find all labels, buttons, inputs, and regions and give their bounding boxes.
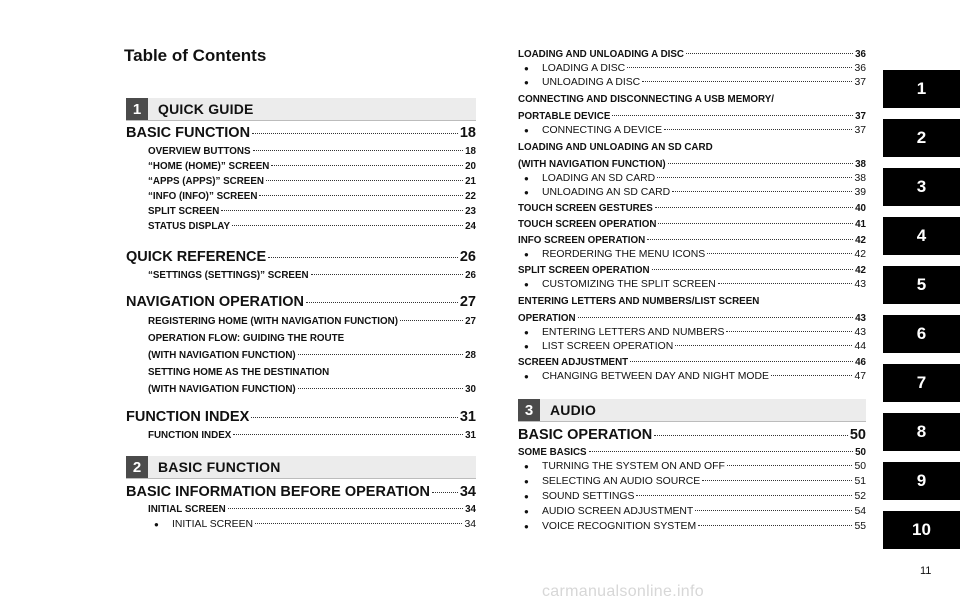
toc-entry-title: “APPS (APPS)” SCREEN (148, 176, 264, 187)
chapter-tab-1[interactable]: 1 (883, 70, 960, 108)
section-header-quick-guide[interactable] (126, 98, 476, 121)
toc-entry[interactable] (518, 265, 866, 276)
toc-page-number: 55 (854, 521, 866, 532)
toc-leader (727, 465, 853, 466)
toc-entry[interactable] (126, 146, 476, 157)
toc-entry[interactable] (126, 316, 476, 327)
toc-subentry[interactable] (126, 519, 476, 530)
bullet-icon: ● (524, 126, 529, 135)
toc-subentry[interactable] (518, 521, 866, 532)
toc-leader (647, 239, 853, 240)
toc-page-number: 34 (459, 484, 476, 500)
toc-leader (221, 210, 463, 211)
toc-page-number: 43 (855, 313, 866, 324)
toc-entry-title: ENTERING LETTERS AND NUMBERS/LIST SCREEN (518, 296, 760, 307)
toc-subentry-title: TURNING THE SYSTEM ON AND OFF (542, 461, 725, 472)
toc-page-number: 43 (854, 279, 866, 290)
toc-entry[interactable] (126, 221, 476, 232)
toc-page-number: 54 (854, 506, 866, 517)
toc-page-number: 43 (854, 327, 866, 338)
toc-subentry-title: CHANGING BETWEEN DAY AND NIGHT MODE (542, 371, 769, 382)
toc-entry[interactable] (126, 270, 476, 281)
toc-entry-title: FUNCTION INDEX (148, 430, 232, 441)
toc-page-number: 27 (459, 294, 476, 310)
toc-entry-title: SOME BASICS (518, 447, 587, 458)
toc-page-number: 20 (465, 161, 476, 172)
toc-chapter-title: BASIC OPERATION (518, 427, 653, 443)
bullet-icon: ● (524, 462, 529, 471)
section-number: 2 (126, 456, 148, 478)
toc-subentry-title: VOICE RECOGNITION SYSTEM (542, 521, 697, 532)
toc-entry[interactable] (518, 313, 866, 324)
toc-leader (642, 81, 852, 82)
toc-page-number: 46 (855, 357, 866, 368)
toc-page-number: 30 (465, 384, 476, 395)
toc-leader (298, 354, 463, 355)
toc-entry-title: TOUCH SCREEN GESTURES (518, 203, 653, 214)
chapter-tab-3[interactable]: 3 (883, 168, 960, 206)
toc-entry[interactable] (126, 350, 476, 361)
toc-subentry-title: UNLOADING A DISC (542, 77, 641, 88)
toc-leader (695, 510, 852, 511)
bullet-icon: ● (524, 522, 529, 531)
toc-page-number: 44 (854, 341, 866, 352)
chapter-tab-7[interactable]: 7 (883, 364, 960, 402)
toc-leader (657, 177, 852, 178)
toc-subentry-title: LIST SCREEN OPERATION (542, 341, 674, 352)
toc-page-number: 41 (855, 219, 866, 230)
toc-entry-title: SETTING HOME AS THE DESTINATION (148, 367, 330, 378)
chapter-tab-8[interactable]: 8 (883, 413, 960, 451)
toc-page-number: 31 (459, 409, 476, 425)
toc-page-number: 36 (854, 63, 866, 74)
toc-subentry[interactable] (518, 173, 866, 184)
bullet-icon: ● (524, 188, 529, 197)
toc-subentry[interactable] (518, 461, 866, 472)
toc-leader (718, 283, 853, 284)
toc-entry-title: REGISTERING HOME (WITH NAVIGATION FUNCTION) (148, 316, 398, 327)
toc-leader (232, 225, 463, 226)
toc-subentry[interactable] (518, 491, 866, 502)
toc-page-number: 34 (465, 504, 476, 515)
toc-page-number: 18 (459, 125, 476, 141)
toc-entry[interactable] (518, 203, 866, 214)
toc-leader (664, 129, 852, 130)
toc-leader (589, 451, 854, 452)
toc-page-number: 37 (855, 111, 866, 122)
toc-chapter-navigation-operation[interactable] (126, 294, 476, 310)
section-header-audio[interactable] (518, 399, 866, 422)
bullet-icon: ● (524, 280, 529, 289)
toc-leader (259, 195, 463, 196)
toc-chapter-title: NAVIGATION OPERATION (126, 294, 305, 310)
toc-entry-title: INFO SCREEN OPERATION (518, 235, 646, 246)
toc-leader (627, 67, 852, 68)
toc-page-number: 37 (854, 77, 866, 88)
toc-entry[interactable] (126, 504, 476, 515)
bullet-icon: ● (524, 64, 529, 73)
toc-subentry-title: ENTERING LETTERS AND NUMBERS (542, 327, 725, 338)
toc-page-number: 28 (465, 350, 476, 361)
toc-subentry-title: SELECTING AN AUDIO SOURCE (542, 476, 701, 487)
toc-entry[interactable] (126, 384, 476, 395)
toc-leader (298, 388, 463, 389)
toc-chapter-title: BASIC INFORMATION BEFORE OPERATION (126, 484, 430, 500)
toc-subentry-title: SOUND SETTINGS (542, 491, 635, 502)
toc-subentry[interactable] (518, 63, 866, 74)
toc-page-number: 37 (854, 125, 866, 136)
toc-entry[interactable] (518, 235, 866, 246)
toc-page-number: 52 (854, 491, 866, 502)
toc-leader (233, 434, 463, 435)
toc-leader (612, 115, 853, 116)
toc-entry-title: (WITH NAVIGATION FUNCTION) (518, 159, 666, 170)
toc-leader (228, 508, 463, 509)
chapter-tab-4[interactable]: 4 (883, 217, 960, 255)
toc-chapter-title: BASIC FUNCTION (126, 125, 251, 141)
toc-leader (252, 133, 458, 134)
toc-subentry[interactable] (518, 279, 866, 290)
toc-subentry-title: CONNECTING A DEVICE (542, 125, 663, 136)
toc-subentry-title: INITIAL SCREEN (172, 519, 254, 530)
toc-leader (686, 53, 853, 54)
toc-page-number: 42 (855, 235, 866, 246)
toc-subentry[interactable] (518, 187, 866, 198)
toc-entry-title: “INFO (INFO)” SCREEN (148, 191, 258, 202)
toc-leader (255, 523, 462, 524)
bullet-icon: ● (154, 520, 159, 529)
section-header-basic-function[interactable] (126, 456, 476, 479)
toc-page-number: 42 (854, 249, 866, 260)
toc-leader (578, 317, 854, 318)
toc-subentry-title: LOADING A DISC (542, 63, 626, 74)
chapter-tab-9[interactable]: 9 (883, 462, 960, 500)
toc-chapter-basic-function[interactable] (126, 125, 476, 141)
bullet-icon: ● (524, 78, 529, 87)
toc-subentry[interactable] (518, 341, 866, 352)
toc-entry-title: OPERATION FLOW: GUIDING THE ROUTE (148, 333, 345, 344)
toc-page-number: 36 (855, 49, 866, 60)
toc-leader (726, 331, 852, 332)
toc-entry[interactable] (518, 111, 866, 122)
chapter-tab-2[interactable]: 2 (883, 119, 960, 157)
toc-leader (630, 361, 853, 362)
toc-page-number: 50 (854, 461, 866, 472)
toc-leader (675, 345, 852, 346)
toc-subentry[interactable] (518, 77, 866, 88)
toc-page-number: 24 (465, 221, 476, 232)
toc-page-number: 42 (855, 265, 866, 276)
toc-chapter-function-index[interactable] (126, 409, 476, 425)
toc-leader (266, 180, 463, 181)
section-title: BASIC FUNCTION (158, 459, 281, 475)
section-title: QUICK GUIDE (158, 101, 254, 117)
toc-entry-title: TOUCH SCREEN OPERATION (518, 219, 657, 230)
toc-entry-title: SCREEN ADJUSTMENT (518, 357, 629, 368)
toc-subentry-title: CUSTOMIZING THE SPLIT SCREEN (542, 279, 716, 290)
toc-subentry-title: LOADING AN SD CARD (542, 173, 656, 184)
toc-entry-title: OVERVIEW BUTTONS (148, 146, 251, 157)
toc-entry-title: OPERATION (518, 313, 576, 324)
toc-subentry-title: REORDERING THE MENU ICONS (542, 249, 706, 260)
toc-page-number: 22 (465, 191, 476, 202)
toc-entry-title: STATUS DISPLAY (148, 221, 231, 232)
toc-page-number: 34 (464, 519, 476, 530)
page-number: 11 (920, 565, 932, 577)
toc-subentry[interactable] (518, 371, 866, 382)
toc-subentry-title: AUDIO SCREEN ADJUSTMENT (542, 506, 694, 517)
toc-page-number: 51 (854, 476, 866, 487)
toc-leader (400, 320, 463, 321)
toc-entry-title: “SETTINGS (SETTINGS)” SCREEN (148, 270, 309, 281)
section-number: 1 (126, 98, 148, 120)
toc-leader (655, 207, 853, 208)
toc-page-number: 47 (854, 371, 866, 382)
toc-leader (658, 223, 853, 224)
toc-entry-title: PORTABLE DEVICE (518, 111, 611, 122)
toc-chapter-title: FUNCTION INDEX (126, 409, 250, 425)
toc-page-number: 27 (465, 316, 476, 327)
toc-entry-title: INITIAL SCREEN (148, 504, 226, 515)
toc-leader (702, 480, 852, 481)
toc-entry[interactable] (126, 191, 476, 202)
toc-leader (654, 435, 848, 436)
toc-page-number: 21 (465, 176, 476, 187)
toc-entry-title: (WITH NAVIGATION FUNCTION) (148, 384, 296, 395)
toc-leader (636, 495, 852, 496)
toc-leader (707, 253, 852, 254)
toc-page-number: 26 (459, 249, 476, 265)
toc-chapter-title: QUICK REFERENCE (126, 249, 267, 265)
toc-entry[interactable] (518, 447, 866, 458)
bullet-icon: ● (524, 507, 529, 516)
toc-entry[interactable] (126, 206, 476, 217)
toc-leader (652, 269, 854, 270)
toc-entry[interactable] (518, 219, 866, 230)
toc-subentry[interactable] (518, 327, 866, 338)
toc-chapter-basic-information[interactable] (126, 484, 476, 500)
toc-subentry-title: UNLOADING AN SD CARD (542, 187, 671, 198)
toc-page-number: 38 (855, 159, 866, 170)
bullet-icon: ● (524, 477, 529, 486)
toc-page-number: 50 (855, 447, 866, 458)
toc-page-number: 38 (854, 173, 866, 184)
toc-entry-title: SPLIT SCREEN (148, 206, 220, 217)
toc-entry-title: LOADING AND UNLOADING AN SD CARD (518, 142, 713, 153)
chapter-tab-5[interactable]: 5 (883, 266, 960, 304)
toc-page-number: 50 (849, 427, 866, 443)
toc-leader (698, 525, 852, 526)
toc-leader (432, 492, 458, 493)
toc-chapter-basic-operation[interactable] (518, 427, 866, 443)
section-number: 3 (518, 399, 540, 421)
toc-leader (253, 150, 464, 151)
toc-leader (251, 417, 458, 418)
toc-entry[interactable] (126, 176, 476, 187)
chapter-tab-10[interactable]: 10 (883, 511, 960, 549)
toc-page-number: 23 (465, 206, 476, 217)
bullet-icon: ● (524, 250, 529, 259)
toc-page-number: 18 (465, 146, 476, 157)
toc-leader (771, 375, 853, 376)
toc-chapter-quick-reference[interactable] (126, 249, 476, 265)
toc-entry-title: CONNECTING AND DISCONNECTING A USB MEMORY/ (518, 94, 774, 105)
bullet-icon: ● (524, 492, 529, 501)
bullet-icon: ● (524, 342, 529, 351)
toc-page-number: 31 (465, 430, 476, 441)
toc-entry[interactable] (518, 159, 866, 170)
toc-page-number: 26 (465, 270, 476, 281)
toc-entry[interactable] (126, 430, 476, 441)
toc-entry-title: LOADING AND UNLOADING A DISC (518, 49, 684, 60)
chapter-tab-6[interactable]: 6 (883, 315, 960, 353)
toc-leader (306, 302, 458, 303)
toc-entry-title: (WITH NAVIGATION FUNCTION) (148, 350, 296, 361)
bullet-icon: ● (524, 328, 529, 337)
toc-entry[interactable] (126, 161, 476, 172)
toc-entry-title: “HOME (HOME)” SCREEN (148, 161, 270, 172)
page-title: Table of Contents (124, 46, 267, 65)
toc-leader (268, 257, 458, 258)
toc-subentry[interactable] (518, 249, 866, 260)
toc-entry-title: SPLIT SCREEN OPERATION (518, 265, 650, 276)
toc-leader (271, 165, 463, 166)
section-title: AUDIO (550, 402, 597, 418)
toc-leader (672, 191, 852, 192)
toc-page-number: 40 (855, 203, 866, 214)
toc-leader (668, 163, 853, 164)
watermark: carmanualsonline.info (542, 583, 704, 600)
toc-leader (311, 274, 464, 275)
bullet-icon: ● (524, 372, 529, 381)
toc-subentry[interactable] (518, 125, 866, 136)
toc-subentry[interactable] (518, 476, 866, 487)
toc-page-number: 39 (854, 187, 866, 198)
toc-entry[interactable] (518, 357, 866, 368)
toc-entry[interactable] (518, 49, 866, 60)
bullet-icon: ● (524, 174, 529, 183)
toc-subentry[interactable] (518, 506, 866, 517)
